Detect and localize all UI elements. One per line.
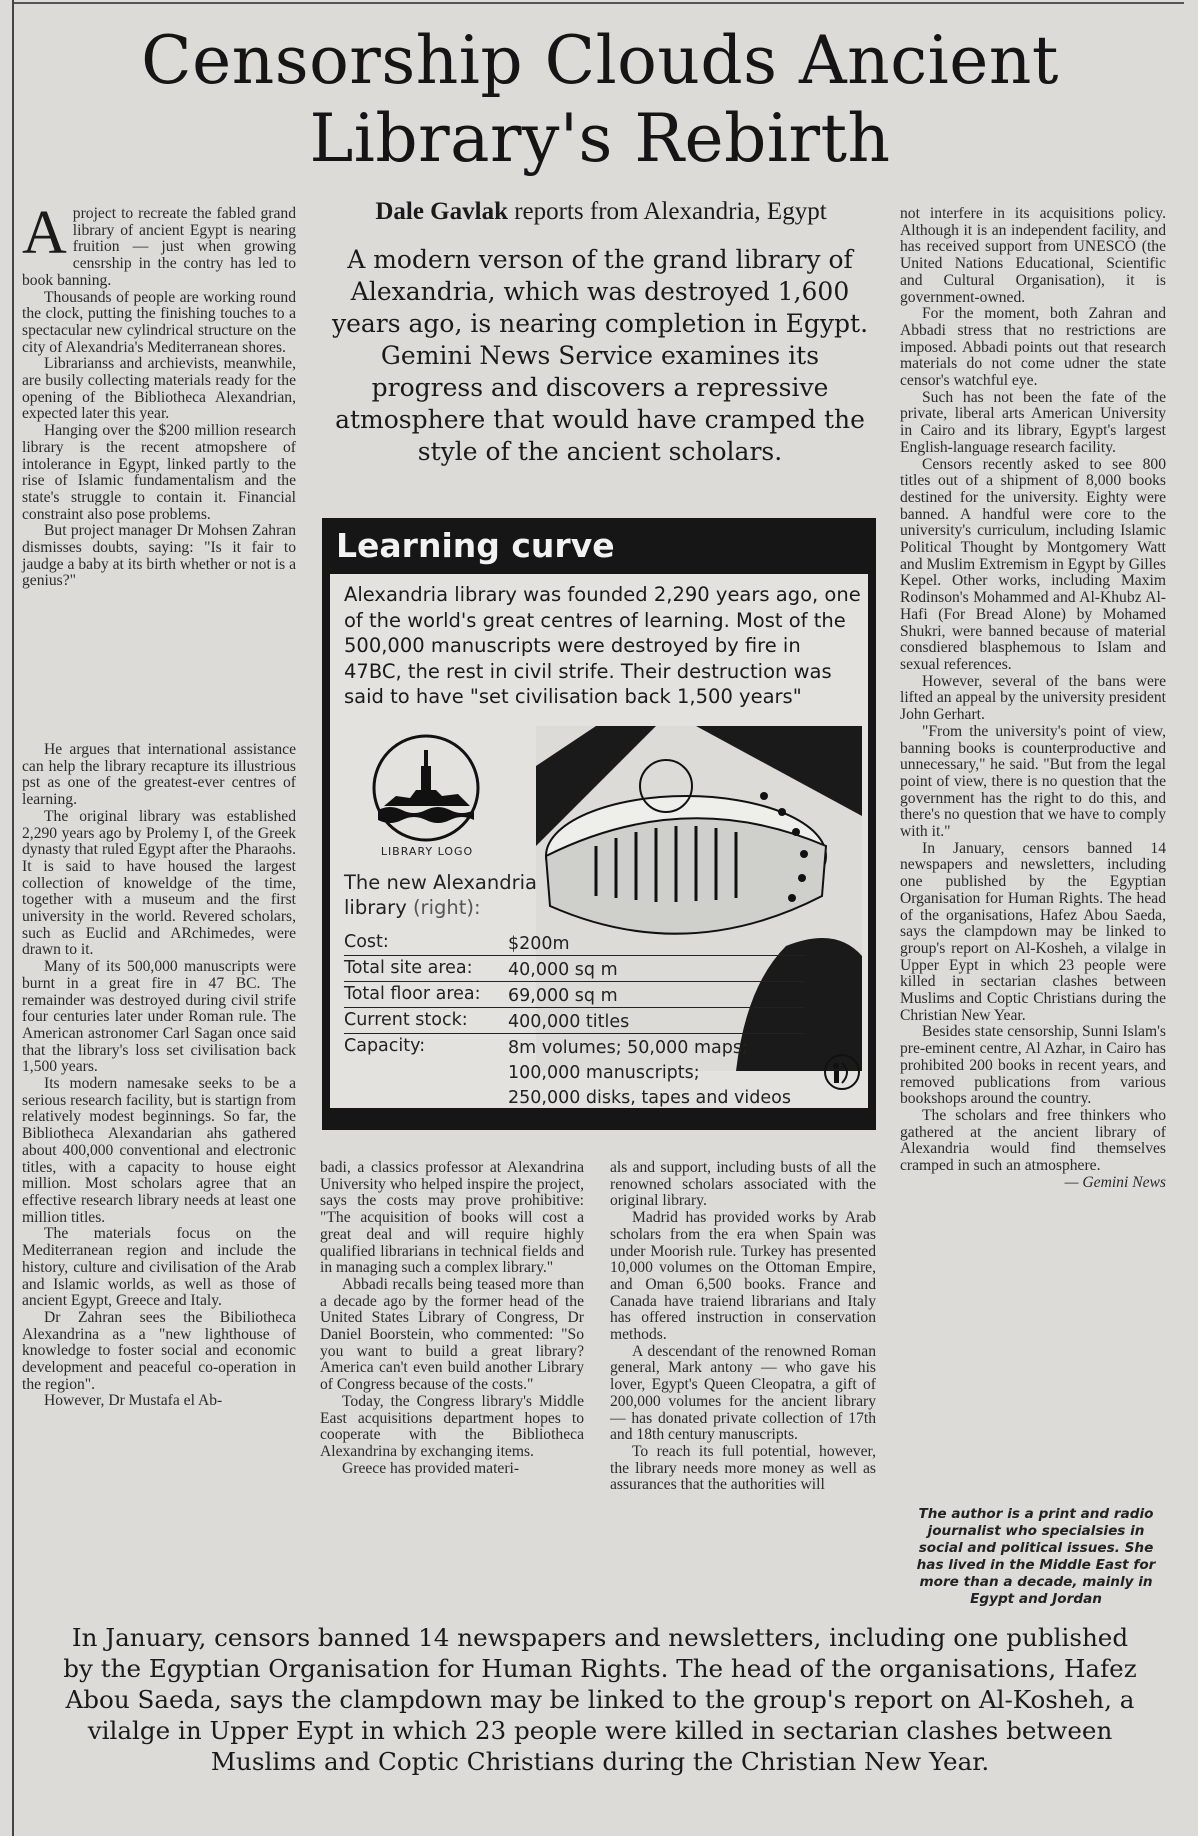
headline-line-1: Censorship Clouds Ancient	[141, 22, 1059, 99]
paragraph: The original library was established 2,290 years ago by Prolemy I, of the Greek dynasty that ruled Egypt after the Pharaohs. It is said to have housed the largest collection of knoweldge of the time, together with a museum and the first university in the world. Revered scholars, such as Euclid and ARchimedes, were drawn to it.	[22, 807, 296, 959]
top-rule	[14, 2, 1184, 4]
new-library-title: The new Alexandria library	[344, 871, 537, 919]
paragraph: Censors recently asked to see 800 titles out of a shipment of 8,000 books destined for the university. Eighty were banned. A handful were core to the university's curriculum, including Islamic Political Thought by Montgomery Watt and Muslim Extremism in Egypt by Gilles Kepel. Other works, including Maxim Rodinson's Mohammed and Al-Khubz Al-Hafi (For Bread Alone) by Mohamed Shukri, were banned because of material consdiered blasphemous to Islam and sexual references.	[900, 455, 1166, 673]
paragraph: Madrid has provided works by Arab scholars from the era when Spain was under Moorish rule. Turkey has presented 10,000 volumes on the Ottoman Empire, and Oman 6,500 books. France and Canada have traiend librarians and Italy has offered instruction in conservation methods.	[610, 1209, 876, 1344]
library-stats-table	[344, 930, 804, 1108]
stats-value-capacity	[508, 1036, 808, 1111]
paragraph: Librarianss and archievists, meanwhile, are busily collecting materials ready for the opening of the Bibliotheca Alexandrian, expected later this year.	[22, 355, 296, 423]
lead-text: project to recreate the fabled grand library of ancient Egypt is nearing fruition — just when growing censrship in the contry has led to book banning.	[22, 205, 296, 289]
stats-label: Capacity:	[344, 1036, 426, 1056]
paragraph: Besides state censorship, Sunni Islam's pre-eminent centre, Al Azhar, in Cairo has prohibited 200 books in recent years, and removed publications from various bookshops around the country.	[900, 1023, 1166, 1108]
paragraph: Thousands of people are working round the clock, putting the finishing touches to a spectacular new cylindrical structure on the city of Alexandria's Mediterranean shores.	[22, 288, 296, 356]
box-intro: Alexandria library was founded 2,290 years ago, one of the world's great centres of learning. Most of the 500,000 manuscripts were destroyed by fire in 47BC, the rest in civil strife. Their destruction was said to have "set civilisation back 1,500 years"	[344, 583, 861, 708]
stats-label: Cost:	[344, 932, 389, 952]
paragraph: badi, a classics professor at Alexandrina University who helped inspire the project, says the costs may prove prohibitive: "The acquisition of books will cost a great deal and will require highly qualified librarians in technical fields and in managing such a complex library."	[320, 1159, 584, 1277]
library-logo-icon	[370, 732, 482, 844]
paragraph: Greece has provided materi-	[342, 1459, 520, 1477]
box-content	[330, 574, 868, 1108]
stats-value: $200m	[508, 934, 570, 954]
stats-row	[344, 930, 804, 956]
stats-value: 400,000 titles	[508, 1012, 630, 1032]
drop-cap: A	[22, 199, 67, 267]
byline	[318, 198, 884, 226]
paragraph: The scholars and free thinkers who gathered at the ancient library of Alexandria would find themselves cramped in such an atmosphere.	[900, 1106, 1166, 1175]
paragraph: However, Dr Mustafa el Ab-	[44, 1392, 223, 1410]
paragraph: He argues that international assistance can help the library recapture its illustrious pst as one of the greatest-ever centres of learning.	[22, 741, 296, 809]
paragraph: A descendant of the renowned Roman general, Mark antony — who gave his lover, Egypt's Queen Cleopatra, a gift of 200,000 volumes for the ancient library — has donated private collection of 17th and 18th century manuscripts.	[610, 1342, 876, 1444]
column-2	[320, 1160, 584, 1477]
stats-value: 69,000 sq m	[508, 986, 618, 1006]
paragraph: "From the university's point of view, banning books is counterproductive and unnecessary," he said. "But from the legal point of view, there is no question that the government has the right to do this, and there's no question that we have to comply with it."	[900, 722, 1166, 841]
paragraph: Its modern namesake seeks to be a serious research facility, but is startign from relatively modest beginnings. So far, the Bibliotheca Alexandarian ahs gathered about 400,000 conventional and electronic titles, with a capacity to house eight million. Most scholars agree that an effective research library needs at least one million titles.	[22, 1075, 296, 1226]
paragraph: als and support, including busts of all the renowned scholars associated with the original library.	[610, 1159, 876, 1210]
capacity-line: 8m volumes; 50,000 maps;	[508, 1038, 748, 1058]
column-4	[900, 206, 1166, 1191]
stats-label: Current stock:	[344, 1010, 468, 1030]
stats-row	[344, 982, 804, 1008]
paragraph: Hanging over the $200 million research library is the recent atmopshere of intolerance in Egypt, linked partly to the rise of Islamic fundamentalism and the state's struggle to contain it. Financial constraint also pose problems.	[22, 422, 296, 523]
author-note: The author is a print and radio journalist who specialsies in social and political issues. She has lived in the Middle East for more than a decade, mainly in Egypt and Jordan	[916, 1506, 1156, 1607]
new-library-suffix: (right):	[412, 896, 481, 919]
paragraph: not interfere in its acquisitions policy. Although it is an independent facility, and has received support from UNESCO (the United Nations Educational, Scientific and Cultural Organisation), it is government-owned.	[900, 205, 1166, 306]
lead-paragraph	[22, 199, 296, 290]
box-title: Learning curve	[336, 526, 615, 565]
paragraph: However, several of the bans were lifted an appeal by the university president John Gerhart.	[900, 672, 1166, 724]
left-rule	[12, 0, 14, 1836]
column-1	[22, 199, 296, 590]
paragraph: In January, censors banned 14 newspapers and newsletters, including one published by the Egyptian Organisation for Human Rights. The head of the organisations, Hafez Abou Saeda, says the clampdown may be linked to group's report on Al-Kosheh, a vilalge in Upper Eypt in which 23 people were killed in sectarian clashes between Muslims and Coptic Christians during the Christian New Year.	[900, 839, 1166, 1024]
paragraph: For the moment, both Zahran and Abbadi stress that no restrictions are imposed. Abbadi points out that research materials do not come udner the state censor's watchful eye.	[900, 305, 1166, 390]
stats-label: Total floor area:	[344, 984, 481, 1004]
column-1-continued	[22, 742, 296, 1410]
paragraph: Abbadi recalls being teased more than a decade ago by the former head of the United States Library of Congress, Dr Daniel Boorstein, who commented: "So you want to build a great library? America can't even build another Library of Congress because of the costs."	[320, 1275, 584, 1394]
paragraph: Today, the Congress library's Middle East acquisitions department hopes to cooperate with the Bibliotheca Alexandrina by exchanging items.	[320, 1392, 584, 1460]
stats-value: 40,000 sq m	[508, 960, 618, 980]
logo-label: LIBRARY LOGO	[380, 845, 474, 858]
paragraph: Dr Zahran sees the Bibiliotheca Alexandrina as a "new lighthouse of knowledge to foster social and economic development and peaceful co-operation in the region".	[22, 1308, 296, 1393]
paragraph: Such has not been the fate of the private, liberal arts American University in Cairo and its library, Egypt's largest English-language research facility.	[900, 388, 1166, 456]
gemini-logo-icon	[822, 1052, 862, 1092]
signoff: — Gemini News	[1064, 1173, 1166, 1191]
new-library-label	[344, 870, 544, 920]
stats-label: Total site area:	[344, 958, 473, 978]
standfirst: A modern verson of the grand library of Alexandria, which was destroyed 1,600 years ago, is nearing completion in Egypt. Gemini News Service examines its progress and discovers a repressive atmosphere that would have cramped the style of the ancient scholars.	[331, 245, 869, 466]
byline-author: Dale Gavlak	[375, 198, 508, 225]
paragraph: Many of its 500,000 manuscripts were burnt in a great fire in 47 BC. The remainder was destroyed during civil strife four centuries later under Roman rule. The American astronomer Carl Sagan once said that the library's loss set civilisation back 1,500 years.	[22, 958, 296, 1076]
learning-curve-box	[322, 518, 876, 1130]
capacity-line: 250,000 disks, tapes and videos	[508, 1088, 791, 1108]
headline-line-2: Library's Rebirth	[309, 100, 891, 177]
stats-row	[344, 956, 804, 982]
headline	[30, 22, 1170, 178]
paragraph: But project manager Dr Mohsen Zahran dismisses doubts, saying: "Is it fair to jaudge a baby at its birth whether or not is a genius?"	[22, 522, 296, 590]
paragraph: To reach its full potential, however, the library needs more money as well as assurances that the authorities will	[610, 1442, 876, 1494]
stats-row	[344, 1008, 804, 1034]
paragraph: The materials focus on the Mediterranean region and include the history, culture and civilisation of the Arab and Islamic worlds, as well as those of ancient Egypt, Greece and Italy.	[22, 1225, 296, 1310]
column-3	[610, 1160, 876, 1494]
byline-location: reports from Alexandria, Egypt	[514, 198, 827, 225]
pull-quote: In January, censors banned 14 newspapers and newsletters, including one published by the Egyptian Organisation for Human Rights. The head of the organisations, Hafez Abou Saeda, says the clampdown may be linked to the group's report on Al-Kosheh, a vilalge in Upper Eypt in which 23 people were killed in sectarian clashes between Muslims and Coptic Christians during the Christian New Year.	[63, 1623, 1137, 1776]
capacity-line: 100,000 manuscripts;	[508, 1063, 700, 1083]
